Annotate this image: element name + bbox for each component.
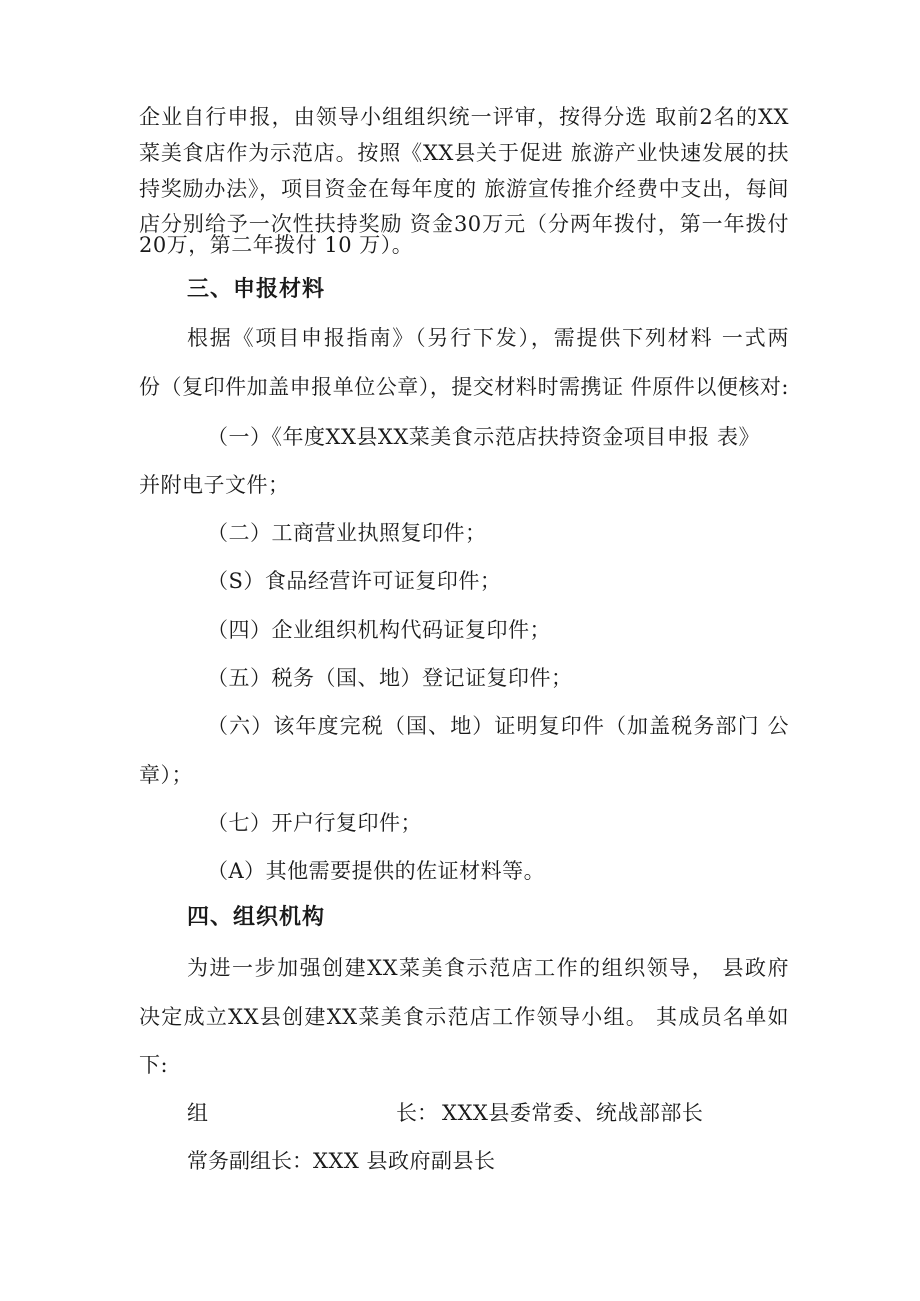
material-item-6-line-1: （六）该年度完税（国、地）证明复印件（加盖税务部门 公 (207, 714, 789, 738)
intro-line-5: 20万，第二年拨付 10 万）。 (139, 233, 414, 257)
member-2-title: 常务副组长： (187, 1149, 313, 1173)
organization-para-line-1: 为进一步加强创建XX菜美食示范店工作的组织领导， 县政府 (187, 956, 789, 980)
member-1-title-end: 长： (396, 1101, 438, 1125)
material-item-1-line-2: 并附电子文件； (139, 473, 290, 497)
intro-line-4: 店分别给予一次性扶持奖励 资金30万元（分两年拨付，第一年拨付 (139, 212, 789, 236)
organization-para-line-3: 下: (139, 1053, 169, 1077)
material-item-1-line-1: （一）《年度XX县XX菜美食示范店扶持资金项目申报 表》 (207, 425, 760, 449)
section-heading-organization: 四、组织机构 (187, 905, 326, 930)
material-item-8: （A）其他需要提供的佐证材料等。 (207, 859, 546, 883)
intro-line-2: 菜美食店作为示范店。按照《XX县关于促进 旅游产业快速发展的扶 (139, 141, 789, 165)
intro-line-1: 企业自行申报，由领导小组组织统一评审，按得分选 取前2名的XX (139, 105, 789, 129)
member-1-title (187, 1100, 438, 1126)
member-1-name: XXX县委常委、统战部部长 (442, 1101, 704, 1125)
materials-para-line-1: 根据《项目申报指南》（另行下发），需提供下列材料 一式两 (187, 326, 789, 350)
materials-para-line-2: 份（复印件加盖申报单位公章），提交材料时需携证 件原件以便核对: (139, 375, 789, 399)
member-1-title-start: 组 (187, 1101, 208, 1125)
material-item-7: （七）开户行复印件； (207, 811, 422, 835)
material-item-2: （二）工商营业执照复印件； (207, 521, 487, 545)
material-item-5: （五）税务（国、地）登记证复印件； (207, 666, 573, 690)
material-item-4: （四）企业组织机构代码证复印件； (207, 618, 551, 642)
material-item-6-line-2: 章）； (139, 763, 193, 787)
organization-para-line-2: 决定成立XX县创建XX菜美食示范店工作领导小组。 其成员名单如 (139, 1005, 789, 1029)
material-item-3: （S）食品经营许可证复印件； (207, 569, 502, 593)
member-2-name: XXX 县政府副县长 (313, 1149, 496, 1173)
section-heading-materials: 三、申报材料 (187, 277, 326, 302)
intro-line-3: 持奖励办法》，项目资金在每年度的 旅游宣传推介经费中支出，每间 (139, 177, 789, 201)
